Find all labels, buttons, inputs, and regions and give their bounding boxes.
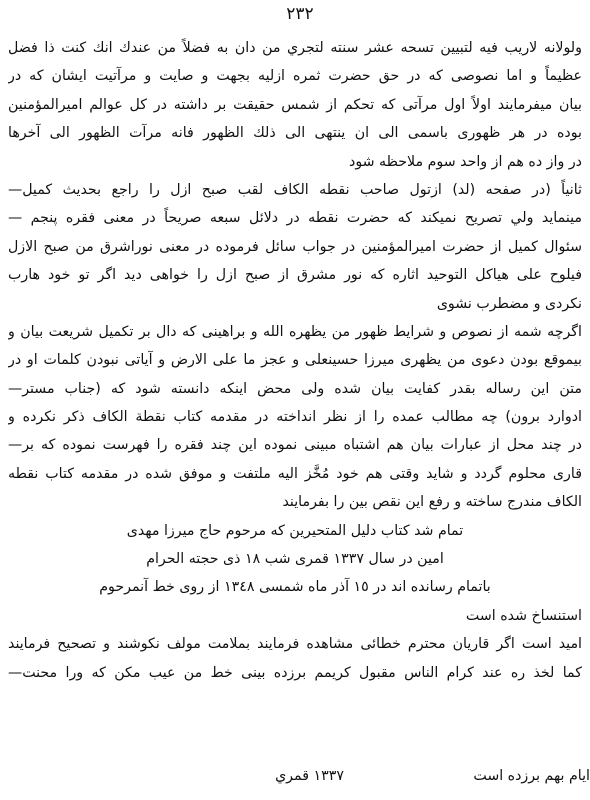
closing-verse: ایام بهم برزده است [473,768,590,784]
text-line-2: عظيماً و اما نصوصی که در حق حضرت ثمره ازلیه بجهت و صایت و مرآتیت ایشان که در [8,68,582,85]
text-line-18: امید است اگر قاریان محترم خطائی مشاهده فرمایند بملامت مولف نکوشند و تصحیح فرمایند [8,636,582,653]
page-number: ٢٣٢ [286,4,314,24]
text-line-16: قاری محلوم گردد و شاید وقتی هم خود مُخَّز الیه ملتفت و موفق شده در مقدمه کتاب نقطه [8,465,582,482]
text-line-15: در چند محل از عبارات بیان هم اشتباه مبینی نموده این چند فقره را فهرست نموده که بر— [8,437,582,454]
text-line-17: الکاف مندرج ساخته و رفع این نقص بین را بفرمایند [282,494,582,511]
closing-signature [150,762,590,790]
text-line-10: نکردی و مضطرب نشوی [436,295,582,312]
text-line-8: سئوال کمیل از حضرت امیرالمؤمنین در جواب سائل فرموده در معنی نوراشرق من صبح الازل [8,238,582,255]
text-line-9: فیلوح علی هیاکل التوحید اثاره که نور مشرق از صبح ازل را خواهی دید اگر تو خود هارب [8,267,582,284]
text-line-6: ثانیاً (در صفحه (لد) ازتول صاحب نقطه الکاف لقب صبح ازل را راجع بحدیث کمیل— [8,181,582,198]
text-line-3: بیان میفرمایند اولاً اول مرآتی که تحکم از شمس حقیقت بر داشته در کل عوالم امیرالمؤمنین [8,96,582,113]
text-line-1: ولولانه لاريب فيه لتبيين تسحه عشر سنته لتجري من دان به فضلاً من عندك انك كنت ذا فضل [8,40,582,56]
text-line-12: بیموقع بودن دعوی من یظهری میرزا حسینعلی و عجز ما علی الارض و آیاتی نبودن کلمات او در [8,352,582,369]
text-line-4: بوده در هر ظهوری باسمی الی ان ینتهی الی ذلك الظهور فانه مرآت الظهور الی آخرها [8,125,582,142]
closing-date: ١٣٣٧ قمري [275,768,344,784]
text-line-5: در واز ده هم از واحد سوم ملاحظه شود [349,153,582,170]
body-text [8,34,582,687]
colophon-line-1: تمام شد کتاب دلیل المتحیرین که مرحوم حاج میرزا مهدی [126,522,464,539]
text-line-7: مینماید ولي تصریح نمیکند که حضرت نقطه در دلائل سبعه صریحاً در معنی فقره پنجم — [8,210,582,227]
colophon-line-4: استنساخ شده است [465,607,582,624]
colophon-line-2: امین در سال ١٣٣٧ قمری شب ١٨ ذی حجته الحرام [146,551,444,568]
colophon-line-3: باتمام رسانده اند در ١٥ آذر ماه شمسی ١٣٤٨ از روی خط آنمرحوم [99,579,491,596]
text-line-14: ادوارد برون) چه مطالب عمده را از نظر انداخته در مقدمه کتاب نقطة الکاف ذکر نکرده و [8,409,582,426]
text-line-11: اگرچه شمه از نصوص و شرایط ظهور من یظهره الله و براهینی که دال بر تکمیل شریعت بیان و [8,323,582,340]
text-line-19: کما لخذ ره عند کرام الناس مقبول کریمم برزده بینی خط من عیب مکن که ورا محنت— [8,664,582,681]
text-line-13: متن این رساله بقدر کفایت بیان شده ولی محض اینکه دانسته شود که (جناب مستر— [8,380,582,397]
